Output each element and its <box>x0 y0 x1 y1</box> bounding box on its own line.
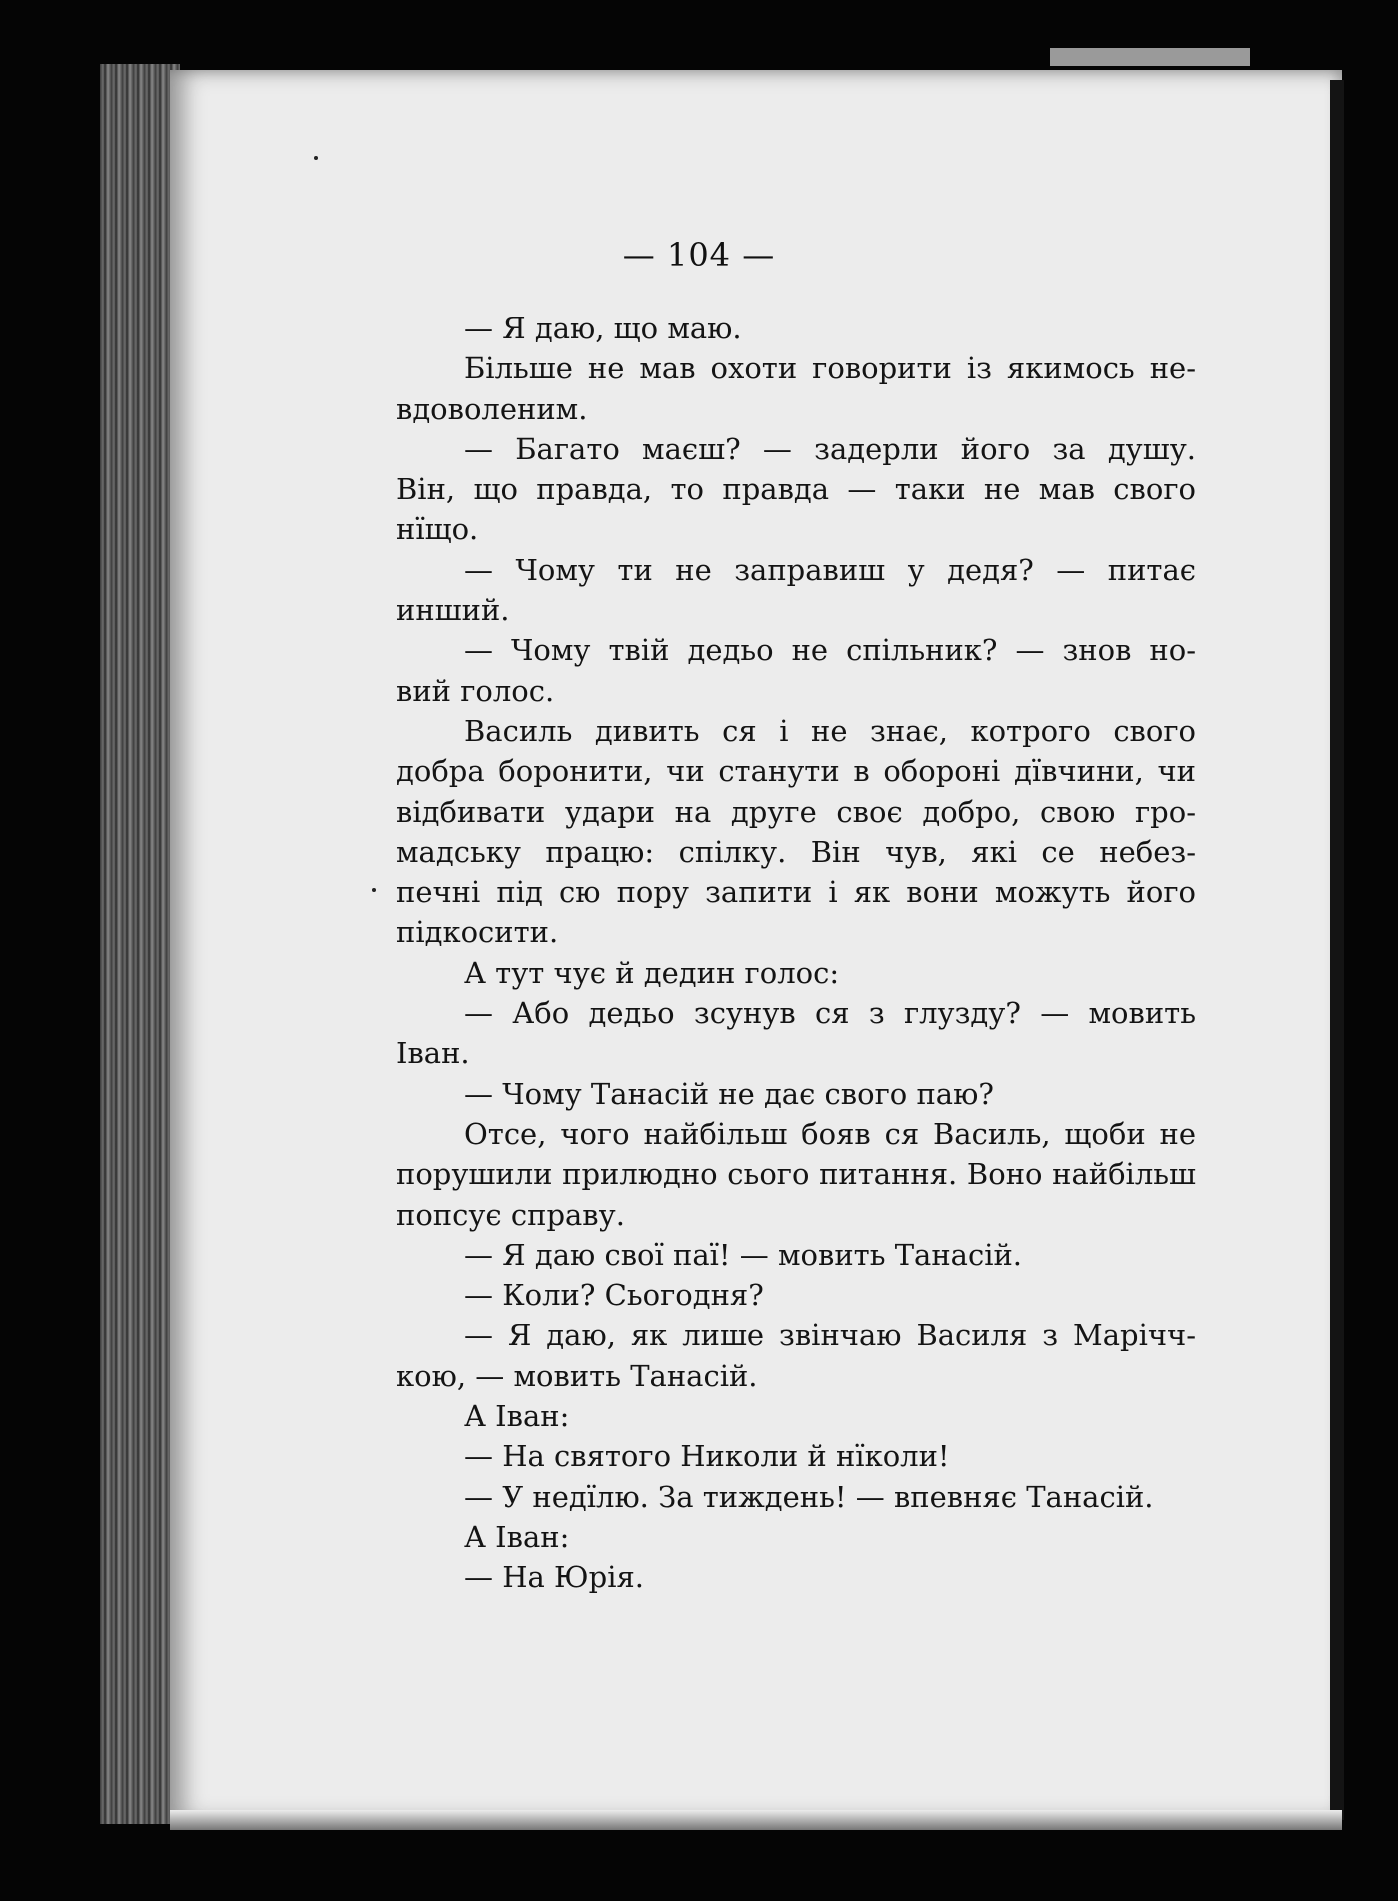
page-edges <box>100 64 180 1824</box>
text-line: — Чому Танасій не дає свого паю? <box>464 1076 994 1111</box>
text-line: нїщо. <box>396 512 479 547</box>
text-line: Василь дивить ся і не знає, котрого свого <box>464 713 1196 748</box>
text-line: Більше не мав охоти говорити із якимось не- <box>464 351 1196 386</box>
text-line: — На святого Николи й нїколи! <box>464 1439 950 1474</box>
text-line: — Коли? Сьогодня? <box>464 1278 764 1313</box>
text-line: — Або дедьо зсунув ся з глузду? — мовить <box>464 996 1196 1031</box>
text-line: А Іван: <box>464 1399 570 1434</box>
text-line: печні під сю пору запити і як вони можуть його <box>396 875 1196 910</box>
text-line: — У недїлю. За тиждень! — впевняє Танасій. <box>464 1479 1154 1514</box>
text-line: Він, що правда, то правда — таки не мав свого <box>396 472 1196 507</box>
text-line: — Чому ти не заправиш у дедя? — питає <box>464 552 1196 587</box>
text-line: — На Юрія. <box>464 1560 644 1595</box>
page-number: — 104 — <box>622 236 776 274</box>
text-line: Отсе, чого найбільш бояв ся Василь, щоби не <box>464 1116 1196 1151</box>
text-line: добра боронити, чи станути в обороні дївчини, чи <box>396 754 1196 789</box>
page-gutter <box>1330 80 1344 1820</box>
text-line: мадську працю: спілку. Він чув, які се небез- <box>396 834 1196 869</box>
text-line: кою, — мовить Танасій. <box>396 1358 758 1393</box>
text-line: підкосити. <box>396 915 559 950</box>
text-line: — Багато маєш? — задерли його за душу. <box>464 431 1196 466</box>
text-line: порушили прилюдно сього питання. Воно найбільш <box>396 1157 1196 1192</box>
text-line: — Я даю, що маю. <box>464 311 742 345</box>
text-line: вдоволеним. <box>396 391 588 426</box>
text-line: відбивати удари на друге своє добро, свою гро- <box>396 794 1196 829</box>
speck <box>314 156 318 160</box>
text-line: — Я даю, як лише звінчаю Василя з Марічч- <box>464 1318 1196 1353</box>
body-text <box>396 308 1196 1598</box>
text-line: А тут чує й дедин голос: <box>464 955 840 990</box>
text-line: А Іван: <box>464 1519 570 1554</box>
text-line: — Чому твій дедьо не спільник? — знов но- <box>464 633 1196 668</box>
text-line: — Я даю свої паї! — мовить Танасій. <box>464 1237 1023 1272</box>
page-bottom-shadow <box>170 1810 1342 1830</box>
text-line: инший. <box>396 593 510 628</box>
text-line: попсує справу. <box>396 1197 625 1232</box>
scan-edge-strip <box>1050 48 1250 66</box>
speck <box>372 888 376 892</box>
text-line: Іван. <box>396 1036 470 1071</box>
text-line: вий голос. <box>396 673 555 708</box>
